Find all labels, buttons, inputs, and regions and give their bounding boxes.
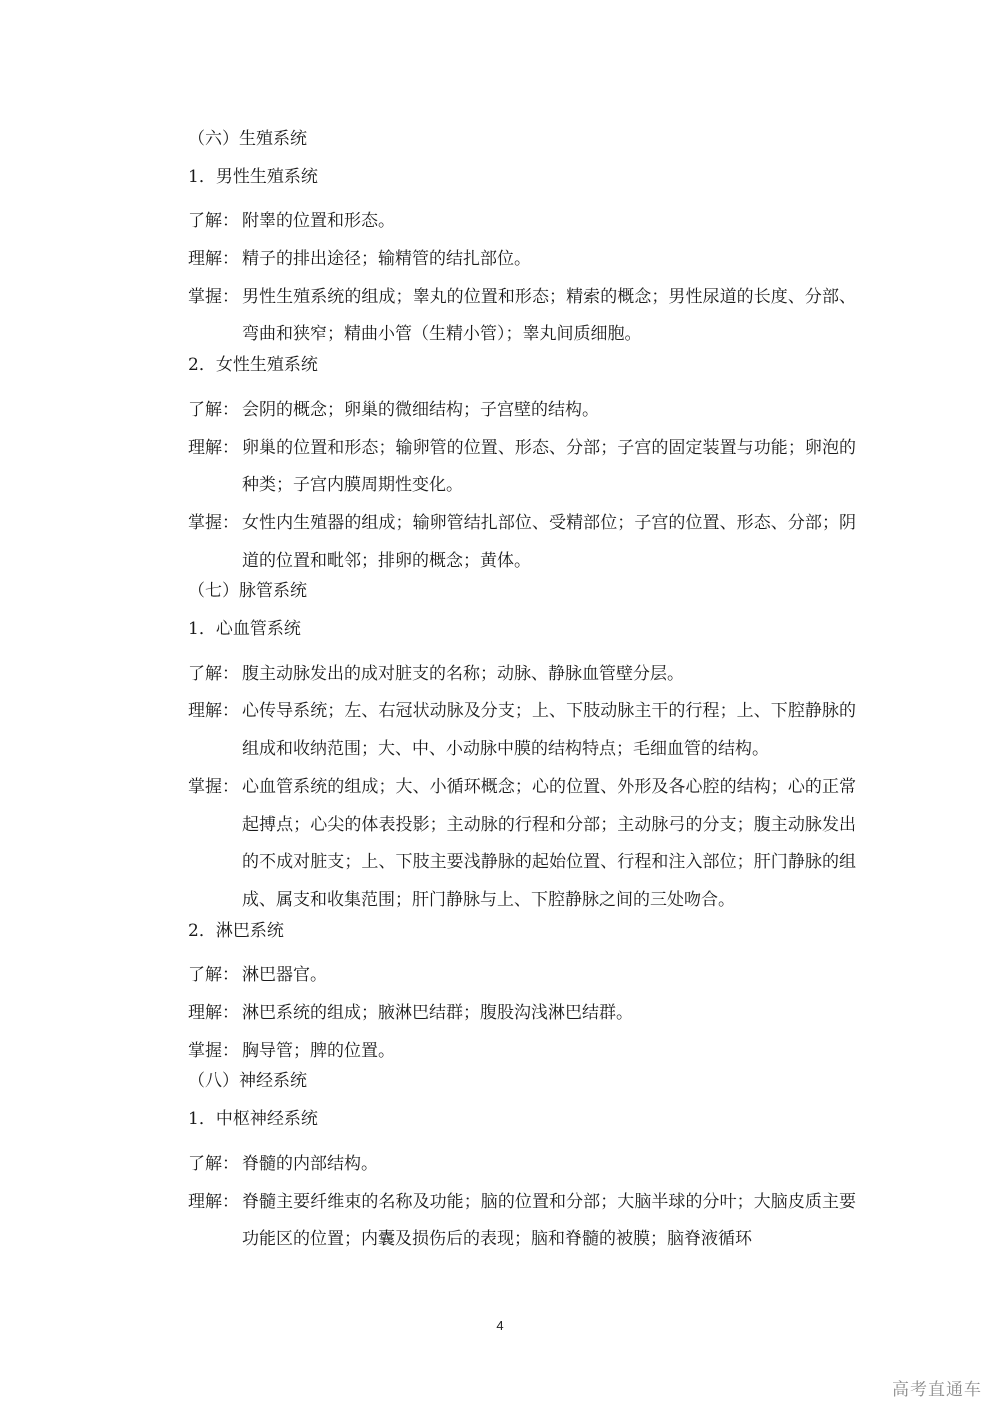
requirement-text: 卵巢的位置和形态；输卵管的位置、形态、分部；子宫的固定装置与功能；卵泡的种类；子宫内膜周期性变化。 (242, 437, 856, 496)
section-heading: （七）脉管系统 (188, 581, 307, 602)
requirement-label: 了解： (188, 965, 239, 986)
requirement-label: 理解： (188, 1191, 239, 1212)
requirement-label: 理解： (188, 249, 239, 270)
requirement-text: 腹主动脉发出的成对脏支的名称；动脉、静脉血管壁分层。 (242, 663, 684, 684)
requirement-label: 掌握： (188, 1040, 239, 1061)
requirement-entry (188, 995, 856, 1033)
requirement-text: 附睾的位置和形态。 (242, 211, 395, 232)
requirement-entry (188, 430, 856, 505)
requirement-label: 了解： (188, 1153, 239, 1174)
watermark: 高考直通车 (892, 1380, 982, 1400)
requirement-text: 脊髓的内部结构。 (242, 1153, 378, 1174)
requirement-label: 了解： (188, 211, 239, 232)
subsection-heading: 1．男性生殖系统 (188, 166, 318, 187)
requirement-text: 淋巴系统的组成；腋淋巴结群；腹股沟浅淋巴结群。 (242, 1003, 633, 1024)
document-body (188, 128, 856, 1259)
requirement-entry (188, 505, 856, 580)
requirement-text: 会阴的概念；卵巢的微细结构；子宫壁的结构。 (242, 399, 599, 420)
requirement-entry (188, 241, 856, 279)
requirement-entry (188, 392, 856, 430)
requirement-label: 理解： (188, 1003, 239, 1024)
requirement-entry (188, 1184, 856, 1259)
section-heading: （六）生殖系统 (188, 129, 307, 149)
subsection-heading: 1．心血管系统 (188, 619, 301, 640)
subsection-heading: 1．中枢神经系统 (188, 1109, 318, 1130)
page-number: 4 (496, 1318, 504, 1333)
requirement-label: 掌握： (188, 512, 239, 533)
requirement-text: 心血管系统的组成；大、小循环概念；心的位置、外形及各心腔的结构；心的正常起搏点；心尖的体表投影；主动脉的行程和分部；主动脉弓的分支；腹主动脉发出的不成对脏支；上、下肢主要浅静脉的起始位置、行程和注入部位；肝门静脉的组成、属支和收集范围；肝门静脉与上、下腔静脉之间的三处吻合。 (242, 776, 856, 910)
requirement-label: 掌握： (188, 776, 239, 797)
requirement-text: 心传导系统；左、右冠状动脉及分支；上、下肢动脉主干的行程；上、下腔静脉的组成和收纳范围；大、中、小动脉中膜的结构特点；毛细血管的结构。 (242, 701, 856, 760)
requirement-entry (188, 279, 856, 354)
requirement-entry (188, 1146, 856, 1184)
requirement-text: 脊髓主要纤维束的名称及功能；脑的位置和分部；大脑半球的分叶；大脑皮质主要功能区的位置；内囊及损伤后的表现；脑和脊髓的被膜；脑脊液循环 (242, 1191, 856, 1250)
requirement-entry (188, 1033, 856, 1071)
requirement-entry (188, 656, 856, 694)
section-heading: （八）神经系统 (188, 1071, 307, 1092)
requirement-entry (188, 769, 856, 920)
requirement-label: 了解： (188, 663, 239, 684)
requirement-text: 女性内生殖器的组成；输卵管结扎部位、受精部位；子宫的位置、形态、分部；阴道的位置和毗邻；排卵的概念；黄体。 (242, 512, 856, 571)
requirement-text: 胸导管；脾的位置。 (242, 1040, 395, 1061)
requirement-text: 男性生殖系统的组成；睾丸的位置和形态；精索的概念；男性尿道的长度、分部、弯曲和狭窄；精曲小管（生精小管）；睾丸间质细胞。 (242, 286, 856, 345)
requirement-label: 理解： (188, 437, 239, 458)
requirement-label: 了解： (188, 399, 239, 420)
requirement-text: 淋巴器官。 (242, 965, 327, 986)
subsection-heading: 2．淋巴系统 (188, 920, 284, 941)
requirement-entry (188, 203, 856, 241)
requirement-text: 精子的排出途径；输精管的结扎部位。 (242, 249, 531, 270)
requirement-entry (188, 693, 856, 768)
subsection-heading: 2．女性生殖系统 (188, 355, 318, 376)
requirement-label: 掌握： (188, 286, 239, 307)
requirement-entry (188, 957, 856, 995)
requirement-label: 理解： (188, 701, 239, 722)
